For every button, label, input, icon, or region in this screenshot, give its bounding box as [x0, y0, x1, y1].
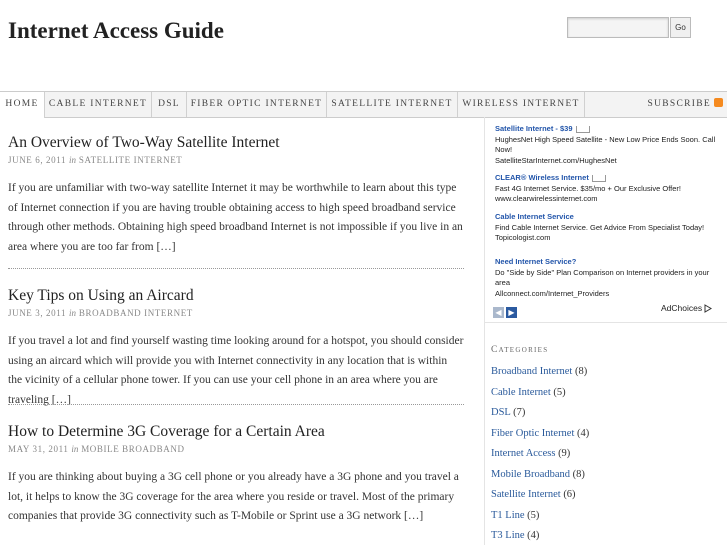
- post-category-link[interactable]: MOBILE BROADBAND: [81, 444, 185, 454]
- ad-text: Do "Side by Side" Plan Comparison on Internet providers in your area: [495, 267, 710, 287]
- category-link[interactable]: Cable Internet: [491, 386, 551, 398]
- category-count: (7): [513, 407, 526, 418]
- category-link[interactable]: Fiber Optic Internet: [491, 427, 575, 439]
- ad-unit[interactable]: [495, 257, 720, 299]
- post-meta-in: in: [68, 155, 76, 165]
- ad-title[interactable]: Cable Internet Service: [495, 212, 574, 221]
- category-count: (4): [577, 427, 590, 439]
- cart-icon: [592, 175, 606, 182]
- post-meta: [8, 308, 464, 318]
- category-item: [491, 386, 589, 407]
- sidebar: [484, 117, 727, 545]
- post-excerpt: If you are unfamiliar with two-way satellite Internet it may be worthwhile to learn about this type of Internet connection if you are having trouble obtaining access to high speed broadband service through other methods. Obtaining high speed broadband Internet is not impossible if you live in an area where you are too far from […]: [8, 182, 463, 253]
- category-count: (4): [527, 530, 540, 541]
- category-count: (8): [574, 366, 588, 377]
- post-meta-in: in: [71, 444, 79, 454]
- post-divider: [8, 404, 464, 405]
- ad-text: HughesNet High Speed Satellite - New Low Price Ends Soon. Call Now!: [495, 134, 716, 154]
- post-excerpt: If you travel a lot and find yourself wasting time looking around for a hotspot, you should consider using an aircard which will provide you with Internet connectivity in any location that is within the vicinity of a cellular phone tower. If you can use your cell phone in an area where you are traveling […]: [8, 335, 464, 406]
- category-link[interactable]: T3 Line: [491, 530, 525, 541]
- category-link[interactable]: T1 Line: [491, 509, 525, 521]
- nav-satellite-internet[interactable]: SATELLITE INTERNET: [327, 92, 458, 117]
- sidebar-divider: [485, 322, 727, 323]
- ad-unit[interactable]: [495, 173, 720, 205]
- ad-text: Find Cable Internet Service. Get Advice From Specialist Today!: [495, 222, 705, 232]
- adchoices-link[interactable]: [661, 303, 712, 313]
- post-item: [8, 423, 464, 527]
- category-link[interactable]: Broadband Internet: [491, 366, 573, 377]
- post-excerpt: If you are thinking about buying a 3G cell phone or you already have a 3G phone and you travel a lot, it helps to know the 3G coverage for the area where you reside or travel. Most of the primary companies that provide 3G connectivity such as T-Mobile or Sprint use a 3G network […]: [8, 471, 459, 522]
- category-item: [491, 365, 589, 386]
- ad-unit[interactable]: [495, 124, 720, 166]
- subscribe-link[interactable]: [648, 92, 723, 117]
- ad-title[interactable]: CLEAR® Wireless Internet: [495, 173, 589, 182]
- post-category-link[interactable]: BROADBAND INTERNET: [78, 308, 193, 318]
- post-meta: [8, 155, 464, 165]
- category-count: (9): [558, 448, 571, 459]
- ad-unit[interactable]: [495, 212, 720, 244]
- category-item: [491, 529, 589, 550]
- category-item: [491, 406, 589, 427]
- ad-url[interactable]: SatelliteStarInternet.com/HughesNet: [495, 155, 617, 165]
- main-nav: [0, 91, 727, 118]
- subscribe-label: SUBSCRIBE: [647, 99, 711, 109]
- category-item: [491, 488, 589, 509]
- adchoices-icon: [704, 304, 712, 313]
- search-go-button[interactable]: Go: [670, 17, 691, 38]
- site-title[interactable]: Internet Access Guide: [8, 18, 224, 43]
- ad-url[interactable]: www.clearwirelessinternet.com: [495, 194, 598, 203]
- category-item: [491, 509, 589, 530]
- ad-title[interactable]: Satellite Internet - $39: [495, 124, 573, 133]
- category-link[interactable]: DSL: [491, 407, 511, 418]
- chevron-right-icon[interactable]: ▶: [506, 307, 517, 318]
- chevron-left-icon[interactable]: ◀: [493, 307, 504, 318]
- post-date: JUNE 3, 2011: [8, 308, 67, 318]
- category-item: [491, 447, 589, 468]
- post-title[interactable]: An Overview of Two-Way Satellite Internet: [8, 134, 280, 151]
- post-meta: [8, 444, 464, 454]
- category-count: (6): [563, 489, 576, 500]
- search-input[interactable]: [567, 17, 669, 38]
- categories-heading: [491, 345, 548, 355]
- nav-dsl[interactable]: DSL: [152, 92, 187, 117]
- category-count: (8): [572, 468, 585, 480]
- ad-url[interactable]: Topicologist.com: [495, 233, 551, 242]
- ad-text: Fast 4G Internet Service. $35/mo + Our Exclusive Offer!: [495, 183, 681, 193]
- category-count: (5): [553, 386, 566, 398]
- post-meta-in: in: [68, 308, 76, 318]
- ad-url[interactable]: Allconnect.com/Internet_Providers: [495, 288, 610, 298]
- rss-icon: [714, 98, 723, 107]
- cart-icon: [576, 126, 590, 133]
- post-item: [8, 287, 464, 410]
- category-list: [491, 365, 589, 550]
- post-title[interactable]: How to Determine 3G Coverage for a Certain Area: [8, 423, 325, 440]
- nav-home[interactable]: HOME: [0, 92, 45, 118]
- adchoices-label: AdChoices: [661, 303, 703, 313]
- post-date: MAY 31, 2011: [8, 444, 69, 454]
- post-date: JUNE 6, 2011: [8, 155, 67, 165]
- post-divider: [8, 268, 464, 269]
- nav-wireless-internet[interactable]: WIRELESS INTERNET: [458, 92, 585, 117]
- post-item: [8, 134, 464, 257]
- category-count: (5): [527, 509, 540, 521]
- category-item: [491, 427, 589, 448]
- post-title[interactable]: Key Tips on Using an Aircard: [8, 287, 194, 304]
- category-item: [491, 468, 589, 489]
- ad-title[interactable]: Need Internet Service?: [495, 257, 577, 266]
- nav-cable-internet[interactable]: CABLE INTERNET: [45, 92, 152, 117]
- ad-pager: [493, 302, 519, 320]
- category-link[interactable]: Internet Access: [491, 448, 556, 459]
- category-link[interactable]: Mobile Broadband: [491, 468, 571, 480]
- categories-heading-text: Categories: [491, 345, 549, 355]
- nav-fiber-optic-internet[interactable]: FIBER OPTIC INTERNET: [187, 92, 327, 117]
- category-link[interactable]: Satellite Internet: [491, 489, 561, 500]
- post-category-link[interactable]: SATELLITE INTERNET: [78, 155, 183, 165]
